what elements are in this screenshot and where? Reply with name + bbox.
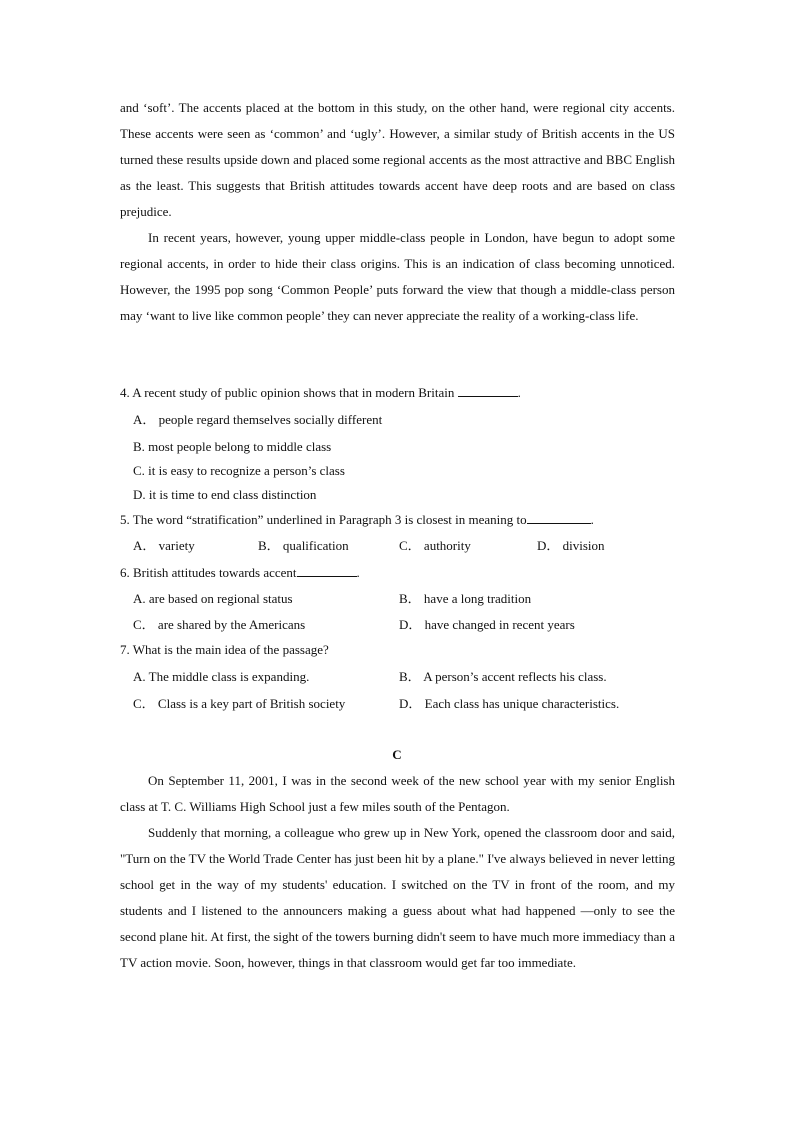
- question-6-stem: 6. British attitudes towards accent: [120, 565, 297, 580]
- question-7-option-a: A. The middle class is expanding.: [133, 669, 310, 684]
- question-5-option-b: B． qualification: [258, 538, 349, 553]
- question-4-option-b: B. most people belong to middle class: [133, 439, 332, 454]
- question-5-option-a: A． variety: [133, 538, 195, 553]
- question-4-option-a: A． people regard themselves socially different: [133, 412, 383, 427]
- question-5: [120, 510, 594, 530]
- section-heading-c: C: [392, 747, 402, 762]
- passage-b-paragraph-1: and ‘soft’. The accents placed at the bottom in this study, on the other hand, were regional city accents. These accents were seen as ‘common’ and ‘ugly’. However, a similar study of British accents in the US turned these results upside down and placed some regional accents as the most attractive and BBC English as the least. This suggests that British attitudes towards accent have deep roots and are based on class prejudice.: [120, 100, 675, 219]
- question-5-end: .: [590, 512, 594, 527]
- answer-blank: [527, 511, 591, 524]
- question-7-option-c: C． Class is a key part of British society: [133, 696, 346, 711]
- question-4-option-d: D. it is time to end class distinction: [133, 487, 317, 502]
- question-6-option-b: B． have a long tradition: [399, 591, 532, 606]
- question-6-end: .: [356, 565, 360, 580]
- passage-b-paragraph-2: In recent years, however, young upper middle-class people in London, have begun to adopt some regional accents, in order to hide their class origins. This is an indication of class becoming unnoticed. However, the 1995 pop song ‘Common People’ puts forward the view that though a middle-class person may ‘want to live like common people’ they can never appreciate the reality of a working-class life.: [120, 230, 675, 323]
- question-4: [120, 383, 521, 403]
- question-6-option-d: D． have changed in recent years: [399, 617, 575, 632]
- question-6-option-c: C． are shared by the Americans: [133, 617, 306, 632]
- question-7-option-b: B． A person’s accent reflects his class.: [399, 669, 607, 684]
- question-5-option-c: C． authority: [399, 538, 471, 553]
- question-5-option-d: D． division: [537, 538, 605, 553]
- question-5-stem: 5. The word “stratification” underlined in Paragraph 3 is closest in meaning to: [120, 512, 527, 527]
- passage-c-paragraph-2: Suddenly that morning, a colleague who grew up in New York, opened the classroom door and said, "Turn on the TV the World Trade Center has just been hit by a plane." I've always believed in never letting school get in the way of my students' education. I switched on the TV in front of the room, and my students and I listened to the announcers making a guess about what had happened —only to see the second plane hit. At first, the sight of the towers burning didn't seem to have much more immediacy than a TV action movie. Soon, however, things in that classroom would get far too immediate.: [120, 825, 675, 970]
- passage-c-paragraph-1: On September 11, 2001, I was in the second week of the new school year with my senior English class at T. C. Williams High School just a few miles south of the Pentagon.: [120, 773, 675, 814]
- question-6: [120, 563, 360, 583]
- question-4-stem: 4. A recent study of public opinion shows that in modern Britain: [120, 385, 455, 400]
- question-6-option-a: A. are based on regional status: [133, 591, 293, 606]
- question-7-stem: 7. What is the main idea of the passage?: [120, 642, 329, 657]
- question-4-option-c: C. it is easy to recognize a person’s class: [133, 463, 345, 478]
- question-4-end: .: [517, 385, 521, 400]
- answer-blank: [458, 384, 518, 397]
- answer-blank: [297, 564, 357, 577]
- question-7-option-d: D． Each class has unique characteristics.: [399, 696, 620, 711]
